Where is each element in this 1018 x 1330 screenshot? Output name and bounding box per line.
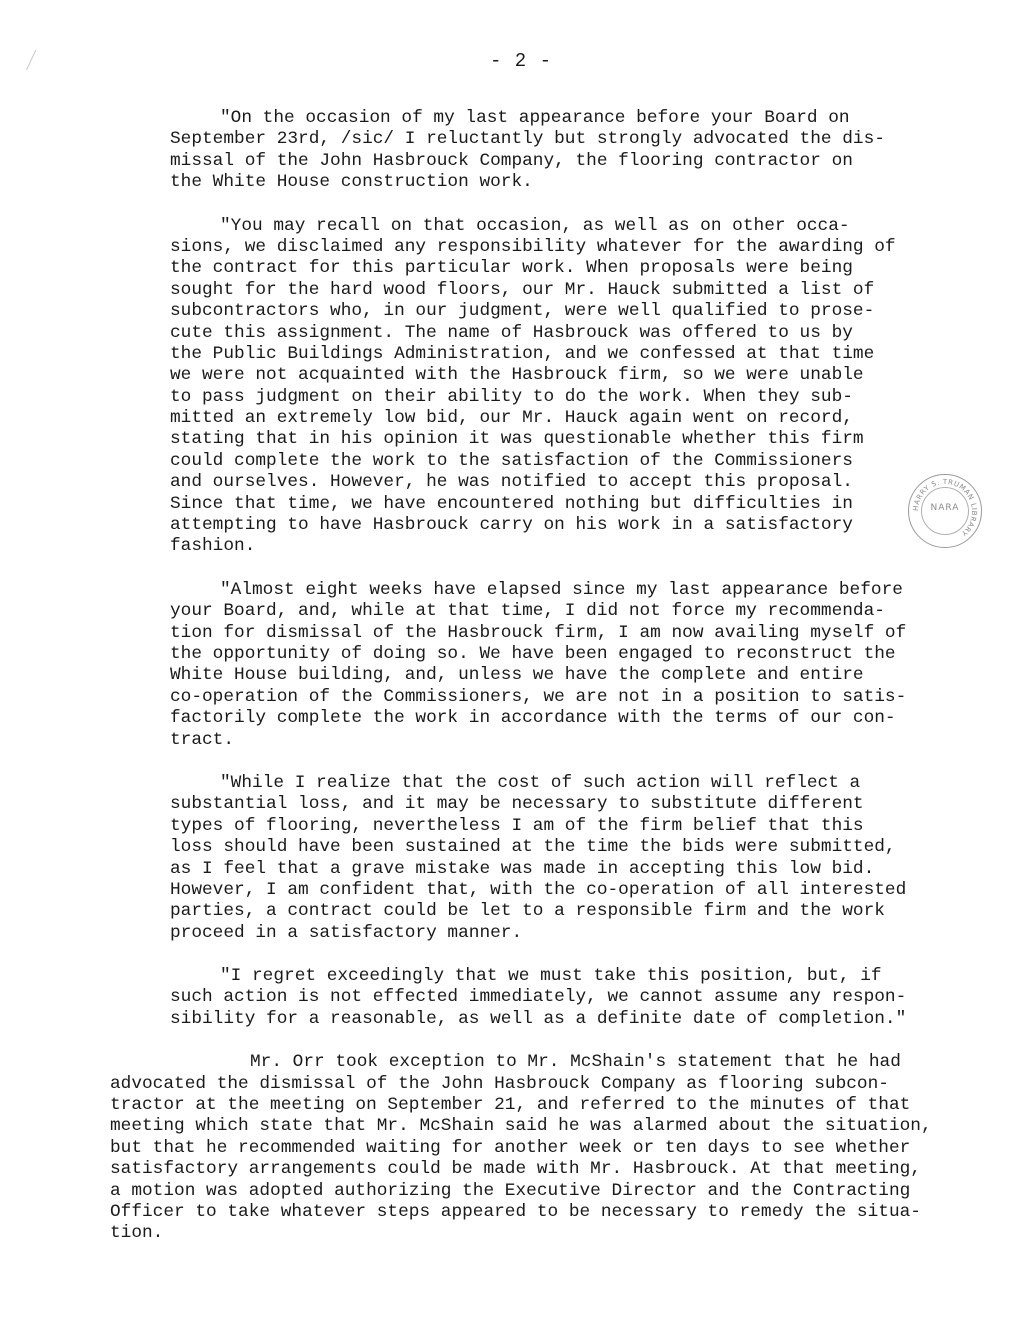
text-line: to pass judgment on their ability to do the work. When they sub- — [170, 386, 853, 407]
paragraph — [110, 773, 942, 944]
text-line: September 23rd, /sic/ I reluctantly but strongly advocated the dis- — [170, 129, 885, 150]
paragraph — [110, 108, 942, 194]
text-line: factorily complete the work in accordance with the terms of our con- — [170, 708, 896, 729]
text-line: advocated the dismissal of the John Hasbrouck Company as flooring subcon- — [110, 1073, 889, 1094]
text-line: substantial loss, and it may be necessary to substitute different — [170, 794, 864, 815]
stamp-label: NARA — [930, 503, 960, 513]
text-line: but that he recommended waiting for another week or ten days to see whether — [110, 1137, 911, 1158]
text-line: "While I realize that the cost of such action will reflect a — [220, 772, 861, 793]
stamp-ring-text: HARRY S. TRUMAN LIBRARY — [911, 477, 979, 538]
text-line: White House building, and, unless we have the complete and entire — [170, 665, 864, 686]
text-line: meeting which state that Mr. McShain said he was alarmed about the situation, — [110, 1116, 932, 1137]
text-line: your Board, and, while at that time, I did not force my recommenda- — [170, 601, 885, 622]
text-line: stating that in his opinion it was questionable whether this firm — [170, 429, 864, 450]
text-line: attempting to have Hasbrouck carry on his work in a satisfactory — [170, 515, 853, 536]
text-line: "Almost eight weeks have elapsed since my last appearance before — [220, 579, 903, 600]
text-line: mitted an extremely low bid, our Mr. Hauck again went on record, — [170, 408, 853, 429]
text-line: loss should have been sustained at the time the bids were submitted, — [170, 837, 896, 858]
text-line: However, I am confident that, with the co-operation of all interested — [170, 879, 907, 900]
text-line: "I regret exceedingly that we must take this position, but, if — [220, 966, 882, 987]
text-line: sions, we disclaimed any responsibility whatever for the awarding of — [170, 236, 896, 257]
text-line: cute this assignment. The name of Hasbrouck was offered to us by — [170, 322, 853, 343]
text-line: Officer to take whatever steps appeared to be necessary to remedy the situa- — [110, 1201, 921, 1222]
paragraph — [110, 580, 942, 751]
text-line: tion for dismissal of the Hasbrouck firm, I am now availing myself of — [170, 622, 907, 643]
paragraph — [110, 966, 942, 1030]
text-line: subcontractors who, in our judgment, were well qualified to prose- — [170, 301, 875, 322]
paragraph — [110, 216, 942, 558]
text-line: tract. — [170, 729, 235, 750]
text-line: Mr. Orr took exception to Mr. McShain's statement that he had — [250, 1052, 901, 1073]
text-line: "On the occasion of my last appearance before your Board on — [220, 108, 850, 128]
text-line: tion. — [110, 1223, 164, 1244]
text-line: sought for the hard wood floors, our Mr. Hauck submitted a list of — [170, 279, 875, 300]
text-line: as I feel that a grave mistake was made in accepting this low bid. — [170, 858, 875, 879]
text-line: the White House construction work. — [170, 172, 533, 193]
text-line: tractor at the meeting on September 21, and referred to the minutes of that — [110, 1095, 911, 1116]
text-line: parties, a contract could be let to a responsible firm and the work — [170, 901, 885, 922]
text-line: Since that time, we have encountered nothing but difficulties in — [170, 493, 853, 514]
text-line: co-operation of the Commissioners, we are not in a position to satis- — [170, 686, 907, 707]
document-body — [110, 108, 942, 1267]
margin-mark — [26, 50, 49, 76]
paragraph — [110, 1052, 942, 1245]
archive-stamp — [908, 474, 982, 548]
text-line: "You may recall on that occasion, as well as on other occa- — [220, 215, 850, 236]
text-line: such action is not effected immediately, we cannot assume any respon- — [170, 987, 907, 1008]
text-line: the Public Buildings Administration, and we confessed at that time — [170, 343, 875, 364]
text-line: a motion was adopted authorizing the Executive Director and the Contracting — [110, 1180, 911, 1201]
text-line: sibility for a reasonable, as well as a definite date of completion." — [170, 1008, 907, 1029]
text-line: could complete the work to the satisfaction of the Commissioners — [170, 450, 853, 471]
text-line: the opportunity of doing so. We have been engaged to reconstruct the — [170, 643, 896, 664]
text-line: and ourselves. However, he was notified to accept this proposal. — [170, 472, 853, 493]
text-line: we were not acquainted with the Hasbrouck firm, so we were unable — [170, 365, 864, 386]
text-line: the contract for this particular work. When proposals were being — [170, 258, 853, 279]
text-line: missal of the John Hasbrouck Company, the flooring contractor on — [170, 150, 853, 171]
text-line: fashion. — [170, 536, 256, 557]
page-number: - 2 - — [490, 50, 553, 72]
text-line: types of flooring, nevertheless I am of the firm belief that this — [170, 815, 864, 836]
text-line: proceed in a satisfactory manner. — [170, 922, 523, 943]
text-line: satisfactory arrangements could be made with Mr. Hasbrouck. At that meeting, — [110, 1159, 921, 1180]
